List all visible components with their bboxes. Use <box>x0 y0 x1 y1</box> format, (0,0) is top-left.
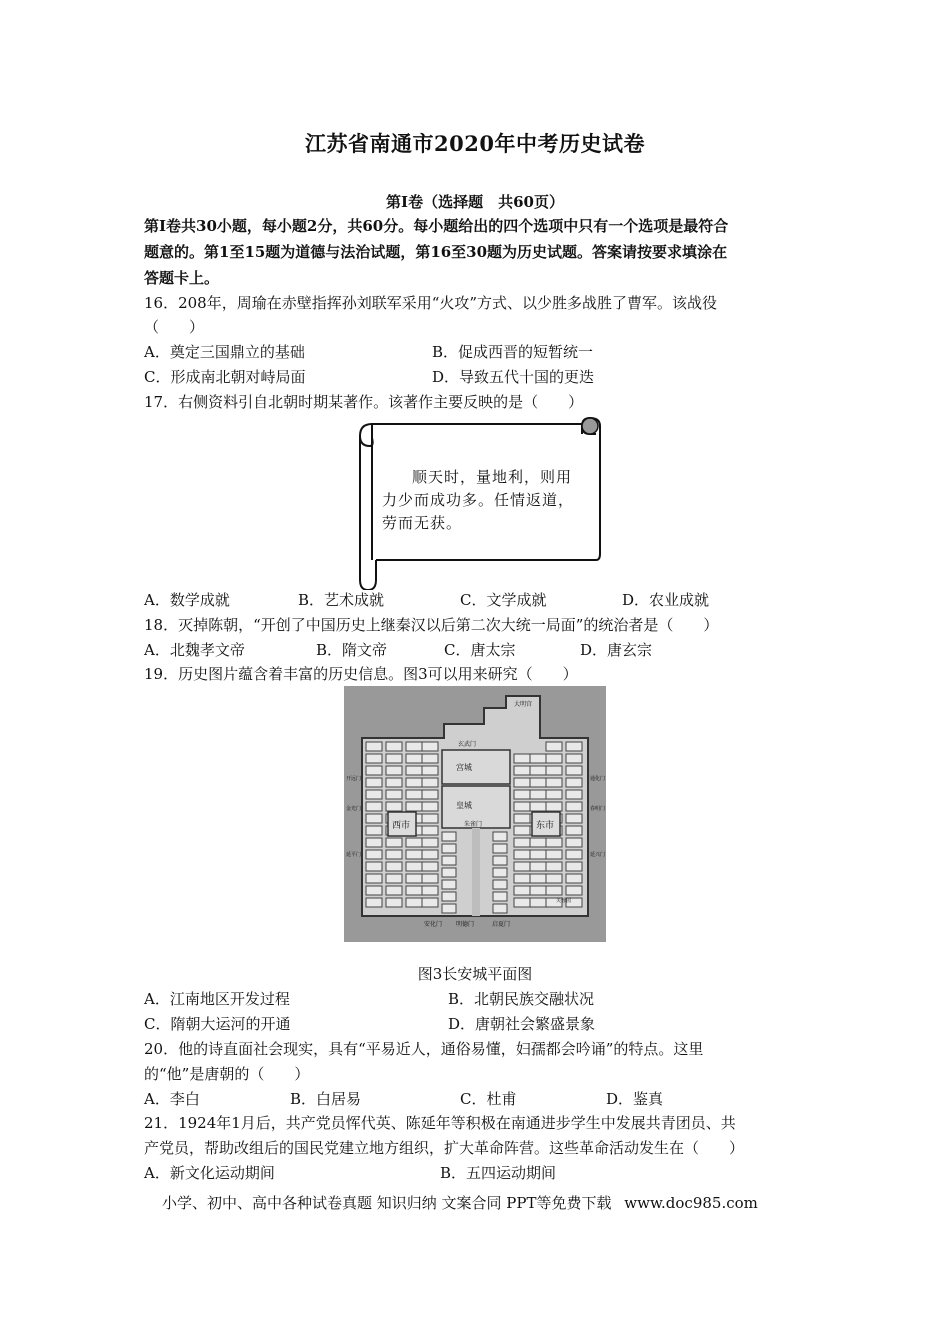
q18-stem: 18．灭掉陈朝，“开创了中国历史上继秦汉以后第二次大统一局面”的统治者是（ ） <box>144 616 719 634</box>
ward-block <box>546 742 562 751</box>
ward-block <box>442 904 456 913</box>
ward-block <box>514 814 530 823</box>
ward-block <box>566 874 582 883</box>
ward-block <box>546 886 562 895</box>
ward-block <box>493 844 507 853</box>
ward-block <box>530 862 546 871</box>
instruction-line-3: 答题卡上。 <box>144 269 220 287</box>
ward-block <box>546 790 562 799</box>
map-label-jinguang: 金光门 <box>346 806 362 812</box>
ward-block <box>406 802 422 811</box>
ward-block <box>546 874 562 883</box>
ward-block <box>366 742 382 751</box>
ward-block <box>530 754 546 763</box>
ward-block <box>514 766 530 775</box>
ward-block <box>366 754 382 763</box>
ward-block <box>406 778 422 787</box>
ward-block <box>493 892 507 901</box>
q20-option-a[interactable]: A．李白 <box>144 1090 200 1108</box>
ward-block <box>422 754 438 763</box>
ward-block <box>514 862 530 871</box>
ward-block <box>422 874 438 883</box>
ward-block <box>422 826 438 835</box>
ward-block <box>406 850 422 859</box>
q19-stem: 19．历史图片蕴含着丰富的历史信息。图3可以用来研究（ ） <box>144 665 578 683</box>
ward-block <box>366 862 382 871</box>
ward-block <box>566 850 582 859</box>
changan-city-plan-photo <box>344 686 606 942</box>
ward-block <box>514 886 530 895</box>
ward-block <box>366 790 382 799</box>
q21-option-b[interactable]: B．五四运动期间 <box>440 1164 557 1182</box>
ward-block <box>422 778 438 787</box>
ward-block <box>422 814 438 823</box>
ward-block <box>530 850 546 859</box>
q21-option-a[interactable]: A．新文化运动期间 <box>144 1164 275 1182</box>
ward-block <box>493 904 507 913</box>
ward-block <box>566 826 582 835</box>
ward-block <box>406 886 422 895</box>
q16-option-c[interactable]: C．形成南北朝对峙局面 <box>144 368 306 386</box>
map-label-mingde: 明德门 <box>456 921 475 928</box>
ward-block <box>514 754 530 763</box>
ward-block <box>566 778 582 787</box>
q19-option-d[interactable]: D．唐朝社会繁盛景象 <box>448 1015 596 1033</box>
map-label-anhua: 安化门 <box>424 921 443 928</box>
ward-block <box>366 766 382 775</box>
ward-block <box>406 838 422 847</box>
ward-block <box>386 754 402 763</box>
q17-option-b[interactable]: B．艺术成就 <box>298 591 385 609</box>
ward-block <box>530 898 546 907</box>
map-label-zhuque: 朱雀门 <box>464 821 483 828</box>
ward-block <box>422 802 438 811</box>
ward-block <box>530 886 546 895</box>
q21-stem: 21．1924年1月后，共产党员恽代英、陈延年等积极在南通进步学生中发展共青团员、共 <box>144 1114 736 1132</box>
q16-option-a[interactable]: A．奠定三国鼎立的基础 <box>144 343 305 361</box>
ward-block <box>406 874 422 883</box>
q19-option-a[interactable]: A．江南地区开发过程 <box>144 990 290 1008</box>
ward-block <box>566 766 582 775</box>
map-label-huangcheng: 皇城 <box>456 801 472 810</box>
q17-stem: 17．右侧资料引自北朝时期某著作。该著作主要反映的是（ ） <box>144 393 584 411</box>
q21-stem-cont: 产党员，帮助改组后的国民党建立地方组织，扩大革命阵营。这些革命活动发生在（ ） <box>144 1139 745 1157</box>
ward-block <box>366 886 382 895</box>
ward-block <box>546 766 562 775</box>
ward-block <box>386 862 402 871</box>
q20-option-d[interactable]: D．鉴真 <box>606 1090 664 1108</box>
footer <box>162 1192 766 1213</box>
ward-block <box>386 874 402 883</box>
q20-stem-cont: 的“他”是唐朝的（ ） <box>144 1065 310 1083</box>
ward-block <box>386 802 402 811</box>
ward-block <box>514 838 530 847</box>
ward-block <box>514 898 530 907</box>
q16-stem: 16．208年，周瑜在赤壁指挥孙刘联军采用“火攻”方式、以少胜多战胜了曹军。该战役 <box>144 294 718 312</box>
q18-option-c[interactable]: C．唐太宗 <box>444 641 516 659</box>
ward-block <box>442 832 456 841</box>
ward-block <box>366 778 382 787</box>
ward-block <box>406 742 422 751</box>
ward-block <box>422 838 438 847</box>
footer-link[interactable]: www.doc985.com <box>624 1194 758 1212</box>
ward-block <box>566 802 582 811</box>
q16-option-b[interactable]: B．促成西晋的短暂统一 <box>432 343 594 361</box>
q20-stem: 20．他的诗直面社会现实，具有“平易近人，通俗易懂，妇孺都会吟诵”的特点。这里 <box>144 1040 704 1058</box>
instruction-line-2: 题意的。第1至15题为道德与法治试题，第16至30题为历史试题。答案请按要求填涂在 <box>144 243 728 261</box>
ward-block <box>514 778 530 787</box>
ward-block <box>406 862 422 871</box>
map-label-gongcheng: 宫城 <box>456 763 472 772</box>
ward-block <box>366 826 382 835</box>
ward-block <box>546 838 562 847</box>
ward-block <box>546 862 562 871</box>
map-label-daming: 大明宫 <box>514 701 533 708</box>
ward-block <box>566 862 582 871</box>
ward-block <box>530 766 546 775</box>
ward-block <box>530 790 546 799</box>
map-label-dongshi: 东市 <box>536 821 555 831</box>
ward-block <box>366 838 382 847</box>
ward-block <box>546 778 562 787</box>
ward-block <box>386 898 402 907</box>
q17-option-d[interactable]: D．农业成就 <box>622 591 710 609</box>
ward-block <box>422 898 438 907</box>
q20-option-c[interactable]: C．杜甫 <box>460 1090 517 1108</box>
ward-block <box>530 778 546 787</box>
city-plan-map <box>344 686 606 942</box>
map-label-furong: 芙蓉园 <box>556 898 572 904</box>
ward-block <box>386 850 402 859</box>
q17-option-a[interactable]: A．数学成就 <box>144 591 230 609</box>
map-label-tonghua: 通化门 <box>590 776 606 782</box>
ward-block <box>366 874 382 883</box>
instruction-line-1: 第I卷共30小题，每小题2分，共60分。每小题给出的四个选项中只有一个选项是最符合 <box>144 217 729 235</box>
figure-caption: 图3长安城平面图 <box>417 965 533 983</box>
ward-block <box>422 850 438 859</box>
ward-block <box>514 874 530 883</box>
ward-block <box>566 790 582 799</box>
map-label-chunming: 春明门 <box>590 806 606 812</box>
q19-option-c[interactable]: C．隋朝大运河的开通 <box>144 1015 291 1033</box>
ward-block <box>442 880 456 889</box>
map-label-xuanwu: 玄武门 <box>458 741 477 748</box>
ward-block <box>514 802 530 811</box>
ward-block <box>386 838 402 847</box>
q17-option-c[interactable]: C．文学成就 <box>460 591 547 609</box>
ward-block <box>366 850 382 859</box>
ward-block <box>366 802 382 811</box>
ward-block <box>493 856 507 865</box>
map-label-qifu: 启夏门 <box>492 921 511 928</box>
ward-block <box>386 742 402 751</box>
q20-option-b[interactable]: B．白居易 <box>290 1090 362 1108</box>
ward-block <box>566 814 582 823</box>
ward-block <box>546 802 562 811</box>
ward-block <box>406 898 422 907</box>
q18-option-a[interactable]: A．北魏孝文帝 <box>144 641 245 659</box>
ward-block <box>442 892 456 901</box>
ward-block <box>422 766 438 775</box>
q19-option-b[interactable]: B．北朝民族交融状况 <box>448 990 595 1008</box>
ward-block <box>566 742 582 751</box>
ward-block <box>493 832 507 841</box>
footer-text: 小学、初中、高中各种试卷真题 知识归纳 文案合同 PPT等免费下载 <box>162 1194 612 1212</box>
map-label-xishi: 西市 <box>392 821 411 831</box>
ward-block <box>514 790 530 799</box>
ward-block <box>406 754 422 763</box>
ward-block <box>422 862 438 871</box>
ward-block <box>530 802 546 811</box>
ward-block <box>566 886 582 895</box>
ward-block <box>386 766 402 775</box>
section-heading: 第I卷（选择题 共60页） <box>386 193 564 211</box>
ward-block <box>386 886 402 895</box>
ward-block <box>546 850 562 859</box>
quote-scroll <box>346 414 602 590</box>
ward-block <box>566 838 582 847</box>
ward-block <box>566 754 582 763</box>
ward-block <box>406 790 422 799</box>
q18-option-d[interactable]: D．唐玄宗 <box>580 641 653 659</box>
ward-block <box>442 856 456 865</box>
ward-block <box>442 844 456 853</box>
ward-block <box>530 838 546 847</box>
ward-block <box>366 898 382 907</box>
ward-block <box>514 850 530 859</box>
page-title: 江苏省南通市2020年中考历史试卷 <box>305 131 645 156</box>
map-label-kaiyuan: 开远门 <box>346 776 362 782</box>
ward-block <box>422 790 438 799</box>
ward-block <box>442 868 456 877</box>
ward-block <box>406 766 422 775</box>
scroll-quote-text: 顺天时，量地利，则用力少而成功多。任情返道，劳而无获。 <box>382 468 575 532</box>
q18-option-b[interactable]: B．隋文帝 <box>316 641 388 659</box>
ward-block <box>530 874 546 883</box>
q16-option-d[interactable]: D．导致五代十国的更迭 <box>432 368 595 386</box>
ward-block <box>514 826 530 835</box>
map-label-yanxing: 延兴门 <box>590 852 606 858</box>
ward-block <box>546 754 562 763</box>
ward-block <box>386 778 402 787</box>
ward-block <box>422 742 438 751</box>
ward-block <box>493 880 507 889</box>
ward-block <box>366 814 382 823</box>
ward-block <box>386 790 402 799</box>
q16-stem-blank: （ ） <box>144 318 205 336</box>
ward-block <box>493 868 507 877</box>
ward-block <box>422 886 438 895</box>
map-label-yanping: 延平门 <box>346 852 362 858</box>
